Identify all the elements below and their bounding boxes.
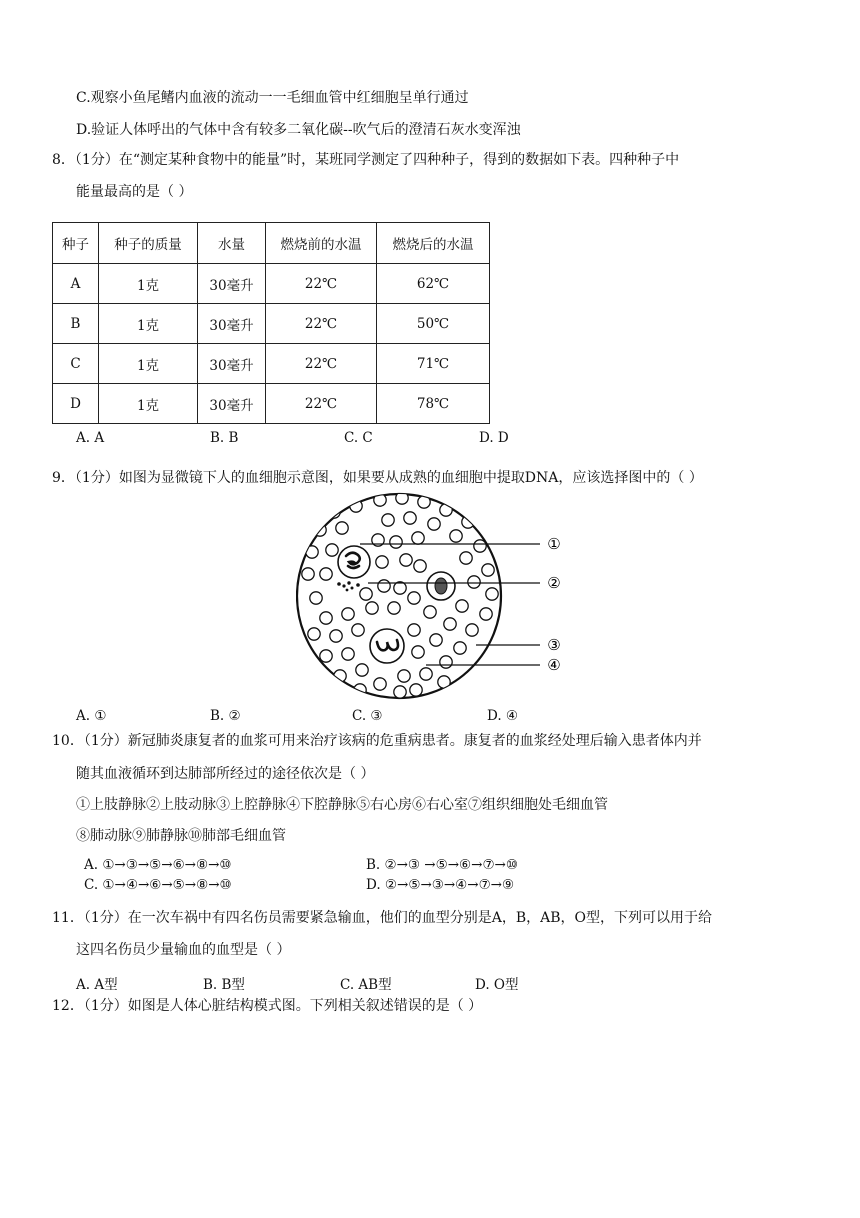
table-cell: 1克 bbox=[99, 304, 198, 344]
white-blood-cell bbox=[427, 572, 455, 600]
table-header-cell: 种子 bbox=[53, 223, 99, 264]
q12-stem: 12．（1分）如图是人体心脏结构模式图。下列相关叙述错误的是（ ） bbox=[52, 998, 483, 1014]
red-blood-cell bbox=[356, 664, 368, 676]
red-blood-cell bbox=[454, 642, 466, 654]
q9-option-b: B. ② bbox=[210, 708, 241, 724]
table-cell: 22℃ bbox=[266, 264, 377, 304]
red-blood-cell bbox=[412, 646, 424, 658]
table-cell: C bbox=[53, 344, 99, 384]
q10-list-line1: ①上肢静脉②上肢动脉③上腔静脉④下腔静脉⑤右心房⑥右心室⑦组织细胞处毛细血管 bbox=[76, 797, 608, 813]
red-blood-cell bbox=[306, 546, 318, 558]
table-cell: 71℃ bbox=[377, 344, 490, 384]
q11-option-d: D. O型 bbox=[475, 977, 519, 993]
red-blood-cell bbox=[420, 668, 432, 680]
q8-option-b: B. B bbox=[210, 430, 239, 446]
red-blood-cell bbox=[342, 608, 354, 620]
red-blood-cell bbox=[310, 592, 322, 604]
red-blood-cell bbox=[404, 512, 416, 524]
q11-stem-line1: 11．（1分）在一次车祸中有四名伤员需要紧急输血，他们的血型分别是A，B，AB，O型，下列可以用于给 bbox=[52, 910, 712, 926]
q8-option-d: D. D bbox=[479, 430, 509, 446]
q10-option-a: A. ①→③→⑤→⑥→⑧→⑩ bbox=[84, 857, 232, 873]
blood-cell-diagram bbox=[296, 490, 576, 702]
red-blood-cell bbox=[336, 522, 348, 534]
q10-option-b: B. ②→③ →⑤→⑥→⑦→⑩ bbox=[366, 857, 518, 873]
red-blood-cell bbox=[388, 602, 400, 614]
table-row bbox=[53, 264, 490, 304]
q10-list-line2: ⑧肺动脉⑨肺静脉⑩肺部毛细血管 bbox=[76, 828, 286, 844]
red-blood-cell bbox=[342, 648, 354, 660]
red-blood-cell bbox=[482, 564, 494, 576]
red-blood-cell bbox=[468, 576, 480, 588]
q11-stem-line2: 这四名伤员少量输血的血型是（ ） bbox=[76, 942, 291, 958]
red-blood-cell bbox=[394, 686, 406, 698]
q8-stem-line2: 能量最高的是（ ） bbox=[76, 184, 193, 200]
red-blood-cell bbox=[466, 624, 478, 636]
table-cell: 78℃ bbox=[377, 384, 490, 424]
q7-option-c: C.观察小鱼尾鳍内血液的流动一一毛细血管中红细胞呈单行通过 bbox=[76, 90, 469, 106]
q10-stem-line1: 10．（1分）新冠肺炎康复者的血浆可用来治疗该病的危重病患者。康复者的血浆经处理后输入患者体内并 bbox=[52, 733, 702, 749]
q8-stem-line1: 8．（1分）在“测定某种食物中的能量”时，某班同学测定了四种种子，得到的数据如下表。四种种子中 bbox=[52, 152, 680, 168]
red-blood-cell bbox=[408, 624, 420, 636]
red-blood-cell bbox=[414, 560, 426, 572]
red-blood-cell bbox=[412, 532, 424, 544]
red-blood-cell bbox=[350, 500, 362, 512]
table-cell: 1克 bbox=[99, 384, 198, 424]
table-header-row bbox=[53, 223, 490, 264]
label-2: ② bbox=[547, 574, 561, 592]
red-blood-cell bbox=[480, 608, 492, 620]
red-blood-cell bbox=[474, 540, 486, 552]
table-cell: A bbox=[53, 264, 99, 304]
red-blood-cell bbox=[440, 504, 452, 516]
red-blood-cell bbox=[320, 568, 332, 580]
red-blood-cell bbox=[444, 618, 456, 630]
red-blood-cell bbox=[330, 630, 342, 642]
red-blood-cell bbox=[410, 684, 422, 696]
red-blood-cell bbox=[366, 602, 378, 614]
q9-option-d: D. ④ bbox=[487, 708, 519, 724]
table-cell: 30毫升 bbox=[198, 264, 266, 304]
table-cell: 22℃ bbox=[266, 304, 377, 344]
red-blood-cell bbox=[408, 592, 420, 604]
q9-option-c: C. ③ bbox=[352, 708, 383, 724]
table-cell: 62℃ bbox=[377, 264, 490, 304]
q11-option-b: B. B型 bbox=[203, 977, 245, 993]
red-blood-cell bbox=[374, 678, 386, 690]
red-blood-cell bbox=[326, 544, 338, 556]
red-blood-cell bbox=[390, 536, 402, 548]
q11-option-a: A. A型 bbox=[76, 977, 118, 993]
red-blood-cell bbox=[450, 530, 462, 542]
white-blood-cell bbox=[370, 629, 404, 663]
table-cell: D bbox=[53, 384, 99, 424]
q9-stem: 9．（1分）如图为显微镜下人的血细胞示意图，如果要从成熟的血细胞中提取DNA，应该选择图中的（ ） bbox=[52, 470, 703, 486]
red-blood-cell bbox=[398, 670, 410, 682]
red-blood-cell bbox=[440, 656, 452, 668]
table-header-cell: 种子的质量 bbox=[99, 223, 198, 264]
table-cell: 30毫升 bbox=[198, 384, 266, 424]
red-blood-cell bbox=[486, 588, 498, 600]
label-3: ③ bbox=[547, 636, 561, 654]
table-cell: 50℃ bbox=[377, 304, 490, 344]
table-cell: 22℃ bbox=[266, 384, 377, 424]
red-blood-cell bbox=[352, 624, 364, 636]
red-blood-cell bbox=[400, 554, 412, 566]
q9-option-a: A. ① bbox=[76, 708, 107, 724]
table-header-cell: 水量 bbox=[198, 223, 266, 264]
red-blood-cell bbox=[376, 556, 388, 568]
red-blood-cell bbox=[360, 588, 372, 600]
q7-option-d: D.验证人体呼出的气体中含有较多二氧化碳--吹气后的澄清石灰水变浑浊 bbox=[76, 122, 521, 138]
seed-energy-table bbox=[52, 222, 490, 424]
q10-option-c: C. ①→④→⑥→⑤→⑧→⑩ bbox=[84, 877, 232, 893]
q10-stem-line2: 随其血液循环到达肺部所经过的途径依次是（ ） bbox=[76, 766, 375, 782]
q8-option-a: A. A bbox=[76, 430, 105, 446]
q10-option-d: D. ②→⑤→③→④→⑦→⑨ bbox=[366, 877, 515, 893]
table-cell: 30毫升 bbox=[198, 304, 266, 344]
red-blood-cell bbox=[308, 628, 320, 640]
red-blood-cell bbox=[424, 606, 436, 618]
red-blood-cell bbox=[428, 518, 440, 530]
label-4: ④ bbox=[547, 656, 561, 674]
q11-option-c: C. AB型 bbox=[340, 977, 392, 993]
table-header-cell: 燃烧前的水温 bbox=[266, 223, 377, 264]
white-blood-cell bbox=[338, 546, 370, 578]
table-cell: 1克 bbox=[99, 344, 198, 384]
label-1: ① bbox=[547, 535, 561, 553]
q8-option-c: C. C bbox=[344, 430, 373, 446]
table-row bbox=[53, 384, 490, 424]
red-blood-cell bbox=[354, 684, 366, 696]
table-cell: B bbox=[53, 304, 99, 344]
table-cell: 30毫升 bbox=[198, 344, 266, 384]
red-blood-cell bbox=[430, 634, 442, 646]
table-header-cell: 燃烧后的水温 bbox=[377, 223, 490, 264]
table-cell: 1克 bbox=[99, 264, 198, 304]
red-blood-cell bbox=[320, 612, 332, 624]
red-blood-cell bbox=[320, 650, 332, 662]
red-blood-cell bbox=[460, 552, 472, 564]
red-blood-cell bbox=[462, 516, 474, 528]
red-blood-cell bbox=[382, 514, 394, 526]
red-blood-cell bbox=[302, 568, 314, 580]
table-row bbox=[53, 304, 490, 344]
table-cell: 22℃ bbox=[266, 344, 377, 384]
table-row bbox=[53, 344, 490, 384]
red-blood-cell bbox=[394, 582, 406, 594]
red-blood-cell bbox=[456, 600, 468, 612]
red-blood-cell bbox=[378, 580, 390, 592]
